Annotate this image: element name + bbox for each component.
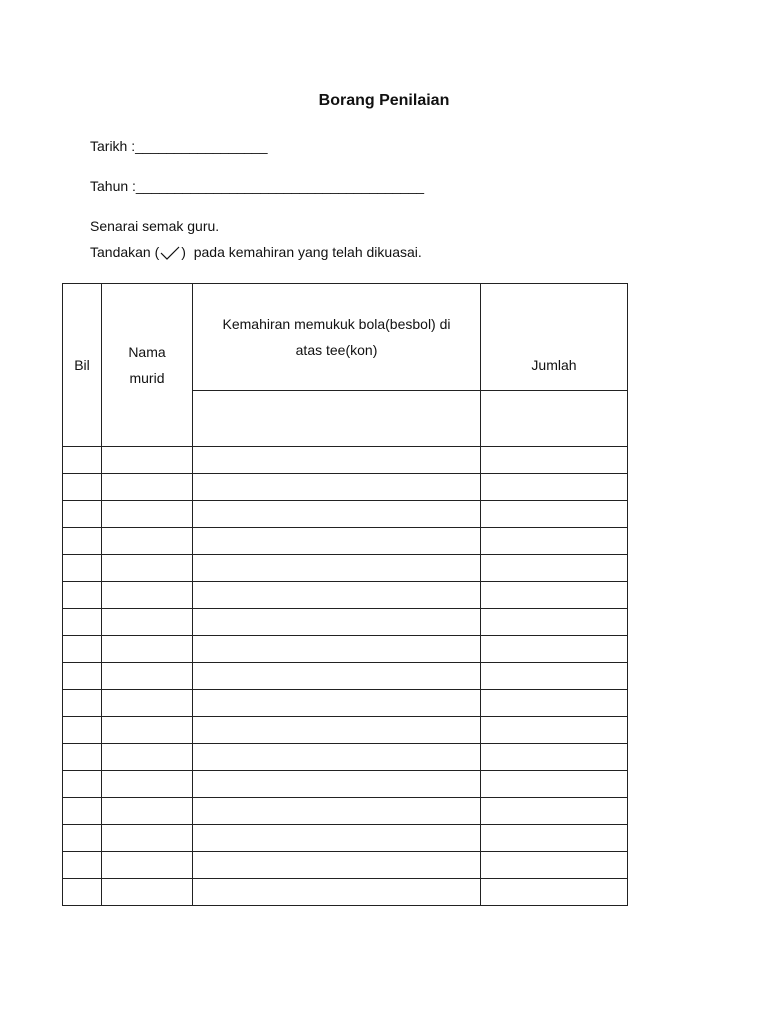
instruction-checklist: Senarai semak guru. <box>90 218 220 234</box>
bil-cell[interactable] <box>63 474 102 501</box>
header-bil: Bil <box>63 284 102 447</box>
header-jumlah: Jumlah <box>481 284 628 391</box>
bil-cell[interactable] <box>63 582 102 609</box>
jumlah-cell[interactable] <box>481 690 628 717</box>
kemahiran-cell[interactable] <box>193 690 481 717</box>
date-field-line: Tarikh :_________________ <box>90 138 268 154</box>
bil-cell[interactable] <box>63 744 102 771</box>
bil-cell[interactable] <box>63 636 102 663</box>
bil-cell[interactable] <box>63 852 102 879</box>
kemahiran-cell[interactable] <box>193 474 481 501</box>
nama-murid-cell[interactable] <box>102 690 193 717</box>
bil-cell[interactable] <box>63 528 102 555</box>
kemahiran-cell[interactable] <box>193 798 481 825</box>
bil-cell[interactable] <box>63 690 102 717</box>
instruction-tick <box>90 244 422 260</box>
table-row <box>63 528 628 555</box>
jumlah-cell[interactable] <box>481 798 628 825</box>
nama-murid-cell[interactable] <box>102 852 193 879</box>
form-title: Borang Penilaian <box>318 92 450 109</box>
table-row <box>63 663 628 690</box>
kemahiran-cell[interactable] <box>193 852 481 879</box>
table-row <box>63 771 628 798</box>
bil-cell[interactable] <box>63 447 102 474</box>
table-row <box>63 798 628 825</box>
bil-cell[interactable] <box>63 717 102 744</box>
kemahiran-cell[interactable] <box>193 717 481 744</box>
instruction-tick-prefix: Tandakan ( <box>90 244 160 260</box>
nama-murid-cell[interactable] <box>102 447 193 474</box>
jumlah-cell[interactable] <box>481 447 628 474</box>
kemahiran-cell[interactable] <box>193 771 481 798</box>
nama-murid-cell[interactable] <box>102 825 193 852</box>
jumlah-cell[interactable] <box>481 636 628 663</box>
assessment-table <box>62 283 628 906</box>
jumlah-cell[interactable] <box>481 879 628 906</box>
kemahiran-cell[interactable] <box>193 744 481 771</box>
kemahiran-cell[interactable] <box>193 636 481 663</box>
table-row <box>63 744 628 771</box>
jumlah-cell[interactable] <box>481 474 628 501</box>
bil-cell[interactable] <box>63 501 102 528</box>
table-row <box>63 690 628 717</box>
bil-cell[interactable] <box>63 609 102 636</box>
nama-murid-cell[interactable] <box>102 771 193 798</box>
bil-cell[interactable] <box>63 798 102 825</box>
nama-murid-cell[interactable] <box>102 501 193 528</box>
table-row <box>63 582 628 609</box>
jumlah-cell[interactable] <box>481 744 628 771</box>
table-row <box>63 501 628 528</box>
kemahiran-cell[interactable] <box>193 555 481 582</box>
jumlah-cell[interactable] <box>481 771 628 798</box>
kemahiran-cell[interactable] <box>193 825 481 852</box>
nama-murid-cell[interactable] <box>102 582 193 609</box>
bil-cell[interactable] <box>63 771 102 798</box>
nama-murid-cell[interactable] <box>102 663 193 690</box>
nama-murid-cell[interactable] <box>102 528 193 555</box>
nama-murid-cell[interactable] <box>102 636 193 663</box>
checkmark-icon <box>159 246 181 260</box>
table-row <box>63 474 628 501</box>
kemahiran-cell[interactable] <box>193 447 481 474</box>
subheader-jumlah-cell[interactable] <box>481 391 628 447</box>
table-row <box>63 555 628 582</box>
jumlah-cell[interactable] <box>481 825 628 852</box>
jumlah-cell[interactable] <box>481 528 628 555</box>
nama-murid-cell[interactable] <box>102 474 193 501</box>
bil-cell[interactable] <box>63 825 102 852</box>
table-row <box>63 609 628 636</box>
bil-cell[interactable] <box>63 879 102 906</box>
table-row <box>63 447 628 474</box>
nama-murid-cell[interactable] <box>102 555 193 582</box>
jumlah-cell[interactable] <box>481 609 628 636</box>
kemahiran-cell[interactable] <box>193 609 481 636</box>
jumlah-cell[interactable] <box>481 852 628 879</box>
kemahiran-cell[interactable] <box>193 663 481 690</box>
jumlah-cell[interactable] <box>481 717 628 744</box>
kemahiran-cell[interactable] <box>193 501 481 528</box>
nama-murid-cell[interactable] <box>102 744 193 771</box>
nama-murid-cell[interactable] <box>102 717 193 744</box>
jumlah-cell[interactable] <box>481 555 628 582</box>
table-row <box>63 825 628 852</box>
table-header-row <box>63 284 628 391</box>
table-row <box>63 879 628 906</box>
instruction-tick-suffix: ) pada kemahiran yang telah dikuasai. <box>181 244 422 260</box>
table-row <box>63 636 628 663</box>
header-kemahiran: Kemahiran memukuk bola(besbol) di atas tee(kon) <box>193 284 481 391</box>
header-nama-murid: Nama murid <box>102 284 193 447</box>
nama-murid-cell[interactable] <box>102 879 193 906</box>
kemahiran-cell[interactable] <box>193 879 481 906</box>
bil-cell[interactable] <box>63 663 102 690</box>
kemahiran-cell[interactable] <box>193 528 481 555</box>
nama-murid-cell[interactable] <box>102 798 193 825</box>
bil-cell[interactable] <box>63 555 102 582</box>
jumlah-cell[interactable] <box>481 582 628 609</box>
jumlah-cell[interactable] <box>481 663 628 690</box>
jumlah-cell[interactable] <box>481 501 628 528</box>
kemahiran-cell[interactable] <box>193 582 481 609</box>
table-row <box>63 717 628 744</box>
year-field-line: Tahun :_____________________________________ <box>90 178 425 194</box>
subheader-kemahiran-cell[interactable] <box>193 391 481 447</box>
nama-murid-cell[interactable] <box>102 609 193 636</box>
table-row <box>63 852 628 879</box>
